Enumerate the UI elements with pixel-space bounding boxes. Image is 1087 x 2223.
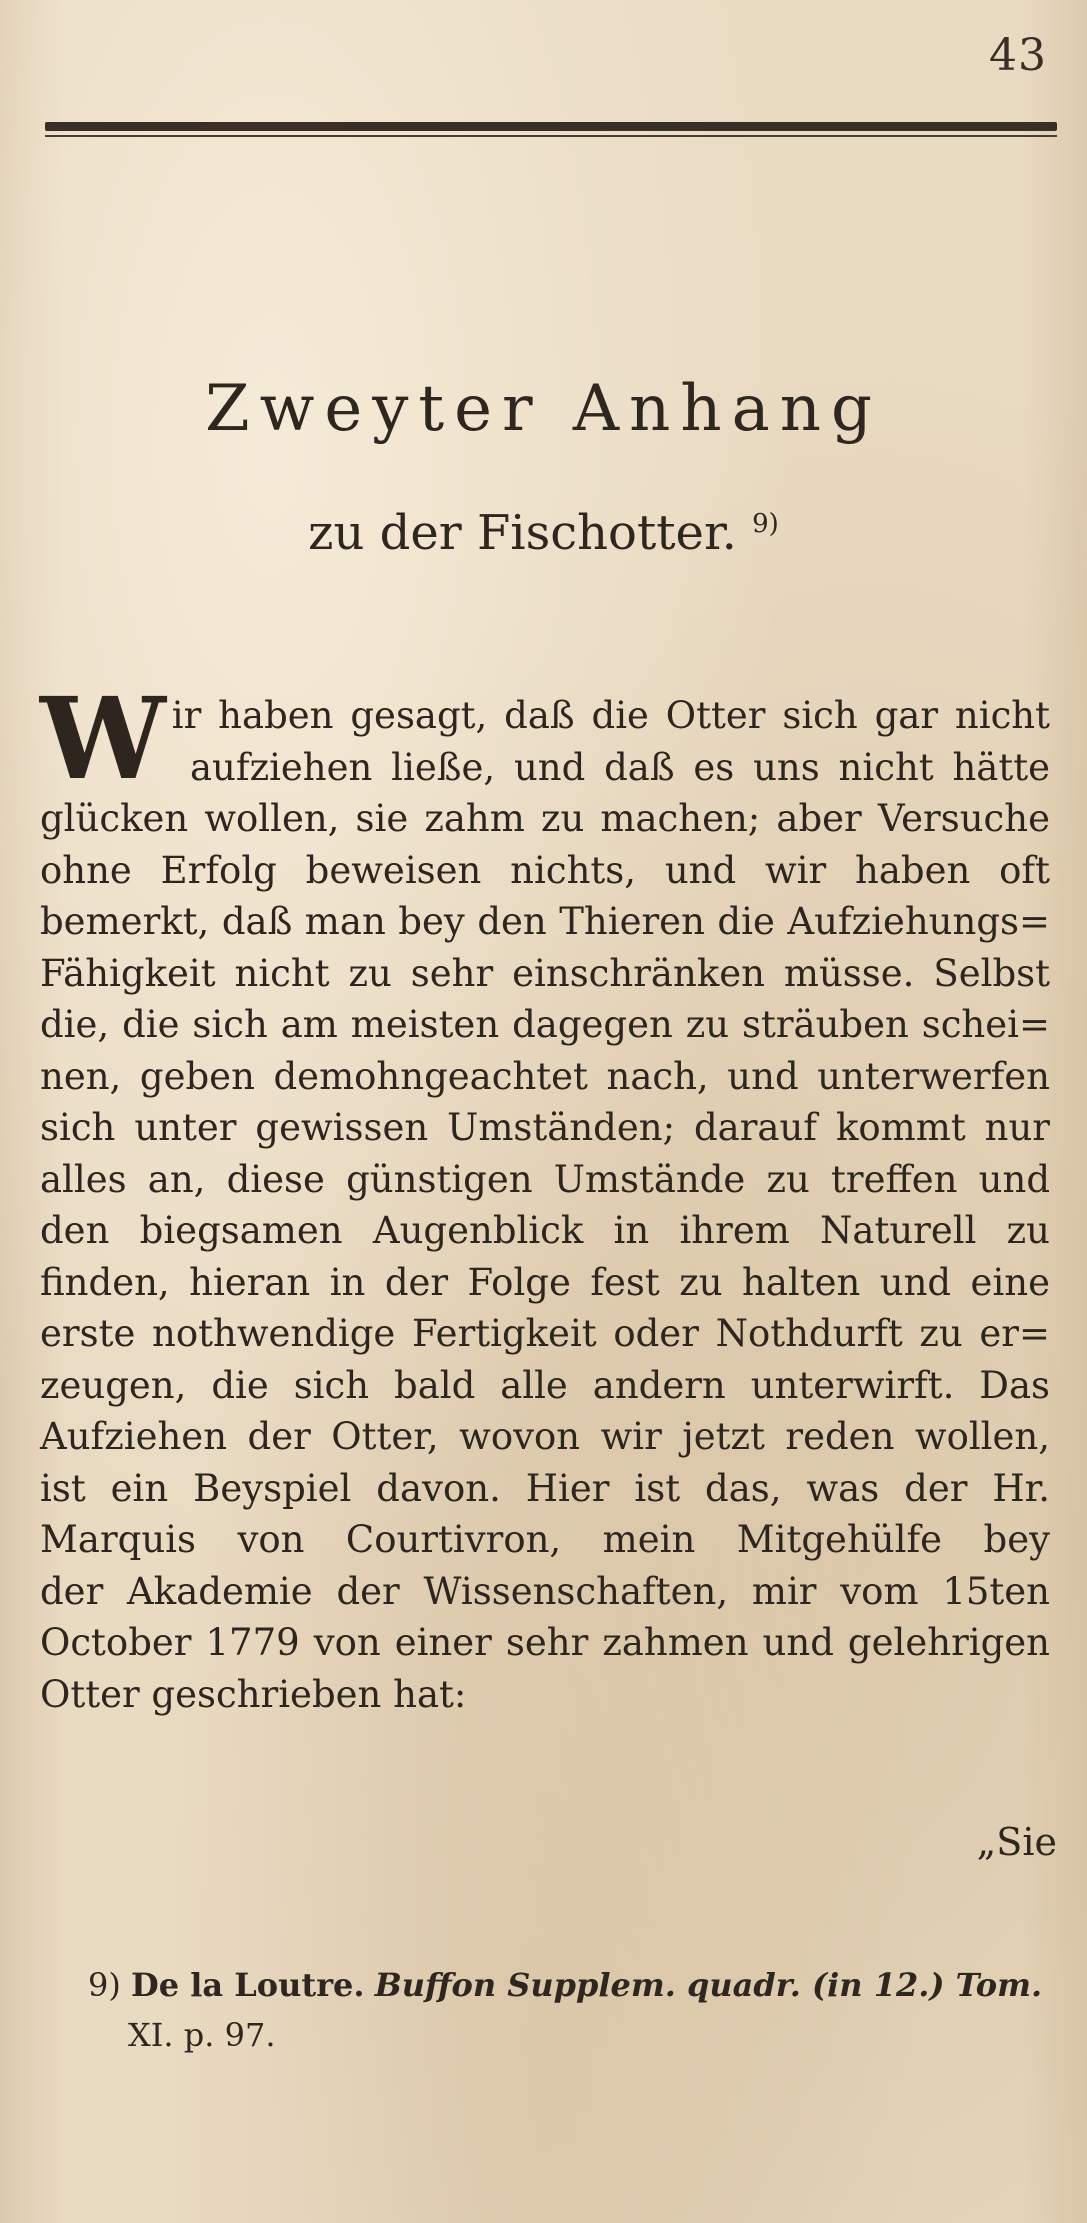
catchword: „Sie [976, 1820, 1057, 1864]
body-line: Aufziehen der Otter, wovon wir jetzt reden wollen, [40, 1415, 1050, 1458]
body-line: aufziehen ließe, und daß es uns nicht hätte [190, 745, 1050, 789]
body-line: erste nothwendige Fertigkeit oder Nothdurft zu er= [40, 1312, 1050, 1355]
footnote-source: Buffon Supplem. quadr. (in 12.) Tom. [374, 1966, 1043, 2004]
chapter-title: Zweyter Anhang [205, 372, 882, 446]
chapter-subtitle-text: zu der Fischotter. [308, 505, 737, 561]
header-rule-thin [45, 135, 1057, 137]
page-number: 43 [989, 30, 1047, 81]
body-line: nen, geben demohngeachtet nach, und unterwerfen [40, 1054, 1050, 1098]
body-line: Fähigkeit nicht zu sehr einschränken müsse. Selbst [40, 951, 1050, 995]
body-line: Marquis von Courtivron, mein Mitgehülfe bey [40, 1518, 1050, 1561]
header-rule-thick [45, 122, 1057, 131]
body-line: October 1779 von einer sehr zahmen und gelehrigen [40, 1621, 1050, 1664]
chapter-subtitle [0, 505, 1087, 561]
body-line: der Akademie der Wissenschaften, mir vom 15ten [40, 1569, 1050, 1613]
body-line: Otter geschrieben hat: [40, 1672, 467, 1716]
body-line: sich unter gewissen Umständen; darauf kommt nur [40, 1106, 1050, 1149]
footnote-marker: 9) [88, 1966, 121, 2004]
body-line: ist ein Beyspiel davon. Hier ist das, was der Hr. [40, 1466, 1050, 1510]
footnote-title: De la Loutre. [131, 1966, 365, 2004]
body-line: bemerkt, daß man bey den Thieren die Aufziehungs= [40, 900, 1050, 943]
body-line: alles an, diese günstigen Umstände zu treffen und [40, 1157, 1050, 1201]
body-line: zeugen, die sich bald alle andern unterwirft. Das [40, 1363, 1050, 1407]
body-line: die, die sich am meisten dagegen zu sträuben schei= [40, 1003, 1050, 1046]
footnote [88, 1960, 1042, 2060]
body-line: ir haben gesagt, daß die Otter sich gar nicht [171, 694, 1050, 737]
body-line: ohne Erfolg beweisen nichts, und wir haben oft [40, 848, 1050, 892]
header-rule [45, 122, 1057, 140]
body-line: finden, hieran in der Folge fest zu halten und eine [40, 1260, 1050, 1304]
footnote-continuation: XI. p. 97. [128, 2016, 276, 2054]
footnote-reference: 9) [752, 509, 779, 539]
body-line: den biegsamen Augenblick in ihrem Naturell zu [40, 1209, 1050, 1252]
body-paragraph [40, 674, 1050, 1720]
drop-cap: W [40, 674, 166, 805]
body-line: glücken wollen, sie zahm zu machen; aber Versuche [40, 797, 1050, 840]
